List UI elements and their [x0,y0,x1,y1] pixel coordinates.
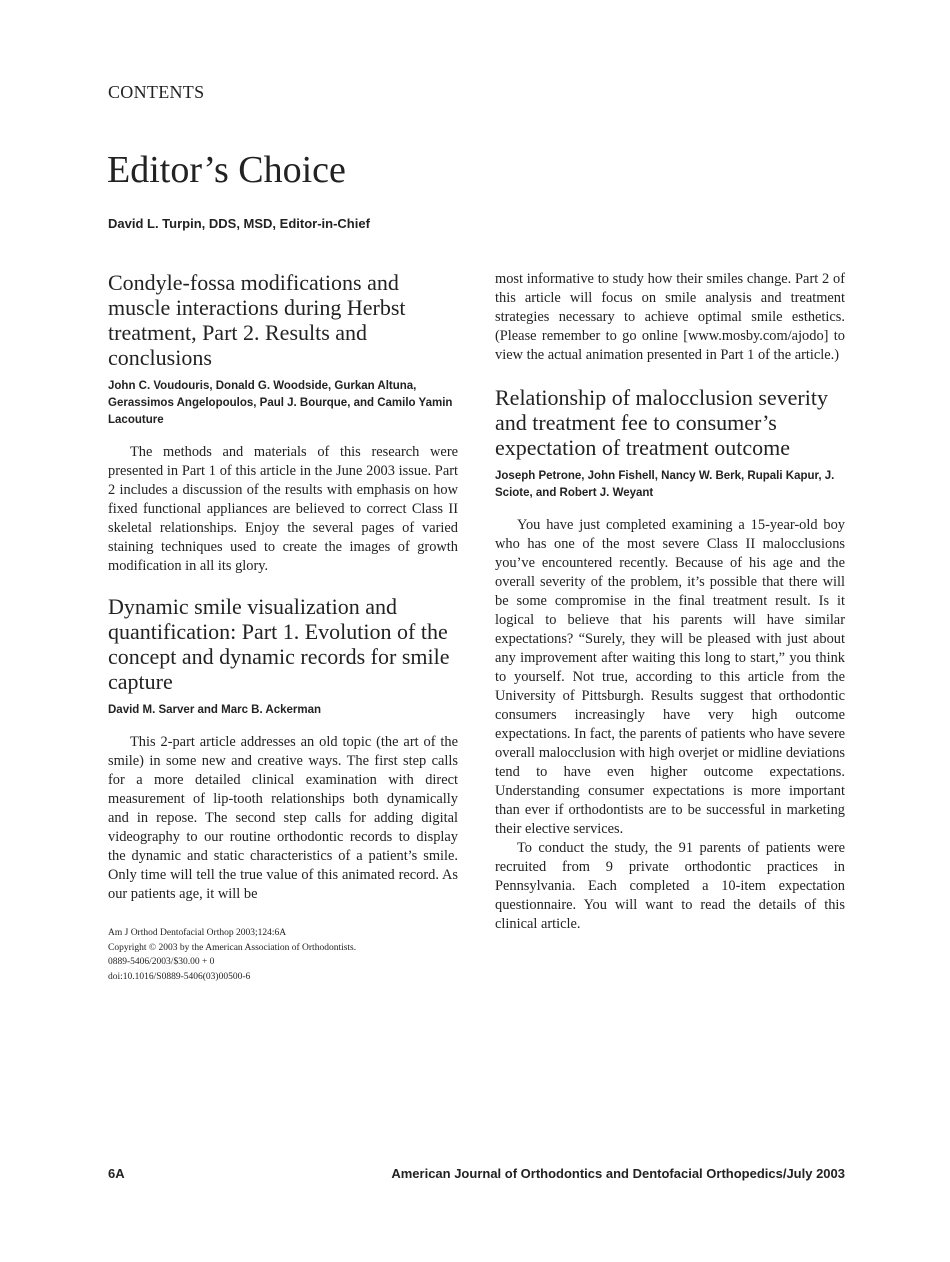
article-summary: The methods and materials of this research were presented in Part 1 of this article in the June 2003 issue. Part 2 includes a discussion of the results with emphasis on how fixed functional appliances are believed to correct Class II skeletal relationships. Enjoy the several pages of varied staining techniques used to create the images of growth modification in all its glory. [108,444,458,574]
page-title: Editor’s Choice [107,149,346,191]
citation-line: Am J Orthod Dentofacial Orthop 2003;124:6A [108,928,287,938]
article-summary: This 2-part article addresses an old topic (the art of the smile) in some new and creative ways. The first step calls for a more detailed clinical examination with direct measurement of lip-tooth relationships both dynamically and in repose. The second step calls for adding digital videography to our routine orthodontic records to display the dynamic and static characteristics of a patient’s smile. Only time will tell the true value of this animated record. As our patients age, it will be [108,734,458,902]
article-summary: To conduct the study, the 91 parents of patients were recruited from 9 private orthodontic practices in Pennsylvania. Each completed a 10-item expectation questionnaire. You will want to read the details of this clinical article. [495,840,845,932]
page-number: 6A [108,1166,125,1181]
article-summary: You have just completed examining a 15-year-old boy who has one of the most severe Class II malocclusions you’ve encountered recently. Because of his age and the overall severity of the problem, it’s possible that there will be some compromise in the final treatment result. Is it logical to believe that his parents will have similar expectations? “Surely, they will be pleased with just about any improvement after waiting this long to start,” you think to yourself. Not true, according to this article from the University of Pittsburgh. Results suggest that orthodontic consumers increasingly have very high outcome expectations. In fact, the parents of patients who have severe overall malocclusion with high overjet or midline deviations tend to have even higher outcome expectations. Understanding consumer expectations is more important than ever if orthodontists are to be successful in marketing their elective services. [495,517,845,837]
editor-byline: David L. Turpin, DDS, MSD, Editor-in-Chief [108,216,370,231]
article-condyle-fossa [108,270,458,576]
article-authors: Joseph Petrone, John Fishell, Nancy W. Berk, Rupali Kapur, J. Sciote, and Robert J. Weyant [495,470,835,499]
article-footnote [108,926,356,984]
article-authors: John C. Voudouris, Donald G. Woodside, Gurkan Altuna, Gerassimos Angelopoulos, Paul J. Bourque, and Camilo Yamin Lacouture [108,380,453,426]
article-title: Dynamic smile visualization and quantification: Part 1. Evolution of the concept and dynamic records for smile capture [108,594,450,694]
article-summary-continued: most informative to study how their smiles change. Part 2 of this article will focus on smile analysis and treatment strategies necessary to achieve optimal smile esthetics. (Please remember to go online [www.mosby.com/ajodo] to view the actual animation presented in Part 1 of the article.) [495,271,845,363]
article-malocclusion-severity [495,385,845,934]
copyright-line: Copyright © 2003 by the American Association of Orthodontists. [108,942,357,953]
left-column [108,270,458,904]
article-title: Condyle-fossa modifications and muscle interactions during Herbst treatment, Part 2. Results and conclusions [108,270,406,370]
section-label: CONTENTS [108,82,205,102]
right-column [495,270,845,934]
doi-line: doi:10.1016/S0889-5406(03)00500-6 [108,971,251,982]
issn-line: 0889-5406/2003/$30.00 + 0 [108,957,215,967]
article-title: Relationship of malocclusion severity and treatment fee to consumer’s expectation of treatment outcome [495,385,828,460]
article-dynamic-smile [108,594,458,904]
running-footer: American Journal of Orthodontics and Dentofacial Orthopedics/July 2003 [391,1166,845,1181]
article-authors: David M. Sarver and Marc B. Ackerman [108,704,322,716]
article-dynamic-smile-continued [495,270,845,365]
